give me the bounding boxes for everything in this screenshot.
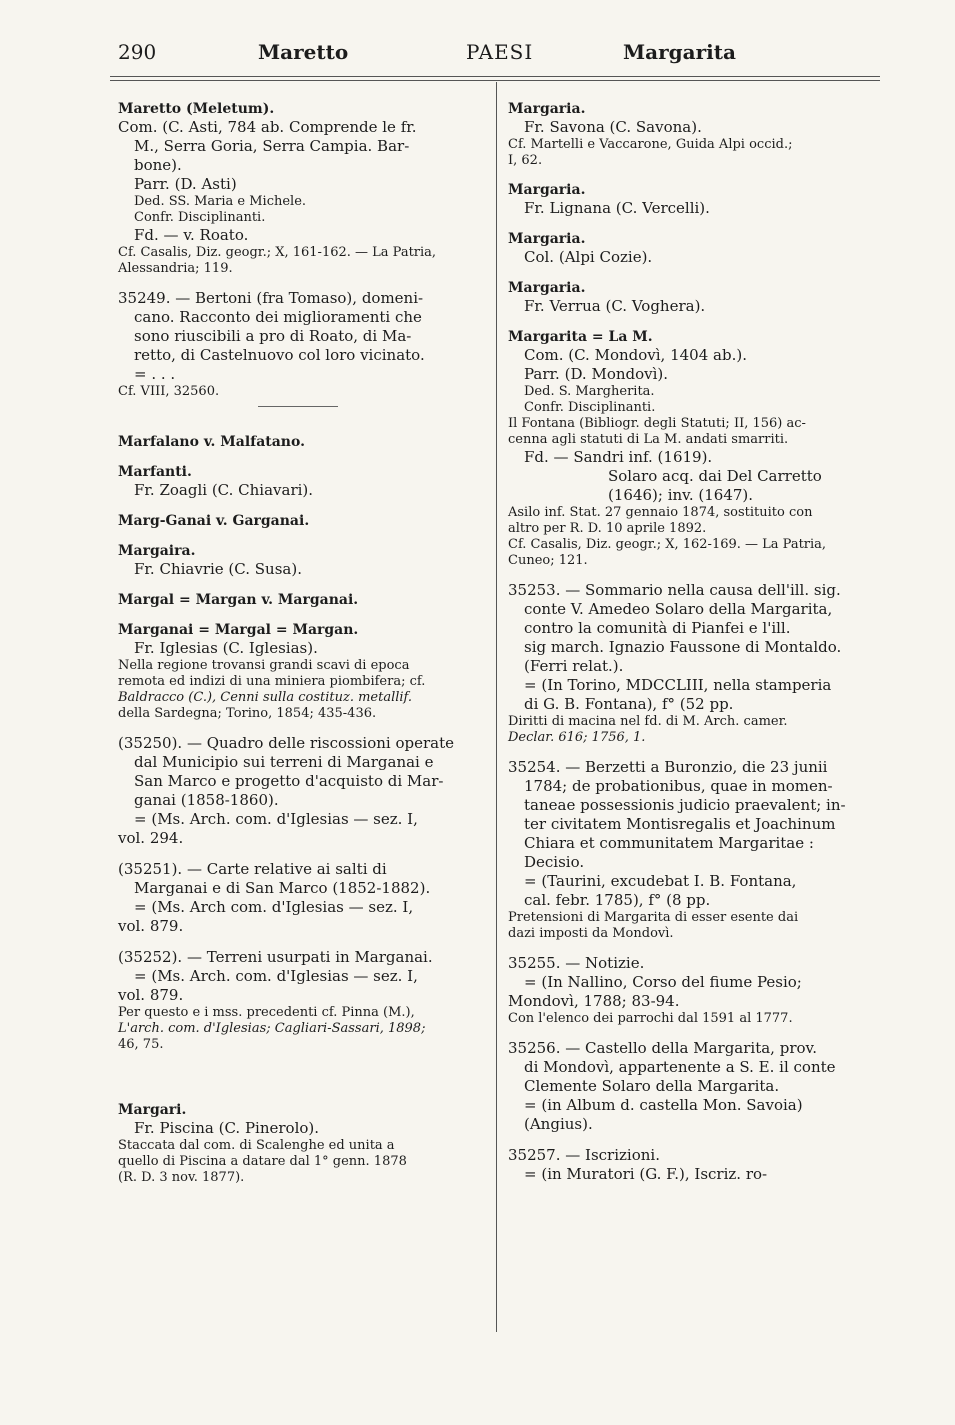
bib-entry: 35256. — Castello della Margarita, prov. [508,1039,817,1057]
entry-note: Staccata dal com. di Scalenghe ed unita a [118,1138,395,1153]
header-right-title: Margarita [623,40,736,64]
entry-heading: Margaria. [508,280,586,296]
bib-entry-line: = (in Muratori (G. F.), Iscriz. ro- [524,1165,768,1183]
running-header [118,40,880,74]
entry-note: 46, 75. [118,1037,164,1052]
entry-heading: Margaria. [508,182,586,198]
entry-line: M., Serra Goria, Serra Campia. Bar- [134,137,410,155]
bib-entry: 35253. — Sommario nella causa dell'ill. sig. [508,581,841,599]
bib-entry-line: ter civitatem Montisregalis et Joachinum [524,815,836,833]
bib-entry: (35252). — Terreni usurpati in Marganai. [118,948,433,966]
bib-entry-line: di G. B. Fontana), f° (52 pp. [524,695,734,713]
entry-line: Parr. (D. Mondovì). [524,365,669,383]
entry-line: Fr. Savona (C. Savona). [524,118,702,136]
bib-entry-line: = (Ms. Arch com. d'Iglesias — sez. I, [134,898,414,916]
entry-heading: Margaira. [118,543,196,559]
entry-note: quello di Piscina a datare dal 1° genn. 1878 [118,1154,407,1169]
entry-line: Col. (Alpi Cozie). [524,248,653,266]
entry-heading: Marfalano v. Malfatano. [118,434,305,450]
bib-entry: (35250). — Quadro delle riscossioni operate [118,734,454,752]
page-number: 290 [118,40,157,64]
entry-note: dazi imposti da Mondovì. [508,926,674,941]
bib-entry-line: = (In Torino, MDCCLIII, nella stamperia [524,676,832,694]
entry-heading: Margarita = La M. [508,329,653,345]
entry-note: Cf. Martelli e Vaccarone, Guida Alpi occid.; [508,137,793,152]
entry-note: Cuneo; 121. [508,553,588,568]
entry-heading: Margaria. [508,231,586,247]
bib-entry-line: vol. 879. [118,917,184,935]
header-center-title: PAESI [466,40,534,64]
entry-note: Per questo e i mss. precedenti cf. Pinna (M.), [118,1005,415,1020]
entry-line: bone). [134,156,182,174]
bib-entry: 35254. — Berzetti a Buronzio, die 23 junii [508,758,828,776]
entry-note: Baldracco (C.), Cenni sulla costituz. metallif. [118,690,413,705]
bib-entry: (35251). — Carte relative ai salti di [118,860,387,878]
bib-entry-line: Decisio. [524,853,585,871]
bib-entry-line: cano. Racconto dei miglioramenti che [134,308,422,326]
entry-heading: Margaria. [508,101,586,117]
bib-entry-line: ganai (1858-1860). [134,791,279,809]
bib-entry-line: sono riuscibili a pro di Roato, di Ma- [134,327,412,345]
entry-heading: Margari. [118,1102,187,1118]
entry-line: Ded. SS. Maria e Michele. [134,194,307,209]
bib-entry-line: = (Ms. Arch. com. d'Iglesias — sez. I, [134,810,418,828]
entry-note: Pretensioni di Margarita di esser esente dai [508,910,799,925]
bib-entry-line: (Ferri relat.). [524,657,624,675]
left-column [118,100,488,1186]
entry-line: Ded. S. Margherita. [524,384,655,399]
entry-note: altro per R. D. 10 aprile 1892. [508,521,707,536]
entry-note: Il Fontana (Bibliogr. degli Statuti; II, 156) ac- [508,416,806,431]
bib-entry-line: Mondovì, 1788; 83-94. [508,992,680,1010]
bib-entry-line: San Marco e progetto d'acquisto di Mar- [134,772,444,790]
entry-line: Parr. (D. Asti) [134,175,237,193]
entry-line: Fd. — Sandri inf. (1619). [524,448,713,466]
entry-heading: Marganai = Margal = Margan. [118,622,359,638]
bib-entry-line: = (In Nallino, Corso del fiume Pesio; [524,973,802,991]
entry-note: Cf. Casalis, Diz. geogr.; X, 162-169. — La Patria, [508,537,827,552]
bib-entry-line: contro la comunità di Pianfei e l'ill. [524,619,791,637]
entry-heading: Marg-Ganai v. Garganai. [118,513,310,529]
bib-entry-line: di Mondovì, appartenente a S. E. il conte [524,1058,836,1076]
entry-line: Confr. Disciplinanti. [524,400,656,415]
entry-note: Diritti di macina nel fd. di M. Arch. camer. [508,714,788,729]
bib-entry-line: (Angius). [524,1115,593,1133]
entry-note: della Sardegna; Torino, 1854; 435-436. [118,706,377,721]
separator [258,406,338,407]
bib-entry-line: = . . . [134,365,176,383]
entry-line: Com. (C. Asti, 784 ab. Comprende le fr. [118,118,417,136]
entry-note: Nella regione trovansi grandi scavi di epoca [118,658,410,673]
bib-entry-line: conte V. Amedeo Solaro della Margarita, [524,600,833,618]
bib-entry: 35255. — Notizie. [508,954,645,972]
header-left-title: Maretto [258,40,349,64]
bib-entry-line: taneae possessionis judicio praevalent; in- [524,796,846,814]
entry-line: Fr. Iglesias (C. Iglesias). [134,639,318,657]
bib-entry-line: Clemente Solaro della Margarita. [524,1077,780,1095]
entry-note: remota ed indizi di una miniera piombifera; cf. [118,674,426,689]
entry-line: Fr. Verrua (C. Voghera). [524,297,706,315]
entry-note: (R. D. 3 nov. 1877). [118,1170,245,1185]
entry-heading: Marfanti. [118,464,192,480]
entry-line: Fd. — v. Roato. [134,226,249,244]
right-column [508,100,880,1184]
bib-entry-line: retto, di Castelnuovo col loro vicinato. [134,346,425,364]
bib-entry: 35257. — Iscrizioni. [508,1146,660,1164]
entry-note: Cf. VIII, 32560. [118,384,220,399]
bib-entry-line: = (in Album d. castella Mon. Savoia) [524,1096,803,1114]
column-divider [496,82,497,1332]
bib-entry-line: Marganai e di San Marco (1852-1882). [134,879,431,897]
entry-line: Fr. Piscina (C. Pinerolo). [134,1119,320,1137]
entry-line: Solaro acq. dai Del Carretto [608,467,822,485]
entry-line: (1646); inv. (1647). [608,486,754,504]
entry-note: L'arch. com. d'Iglesias; Cagliari-Sassari, 1898; [118,1021,426,1036]
entry-heading: Maretto (Meletum). [118,101,275,117]
entry-note: I, 62. [508,153,543,168]
entry-note: cenna agli statuti di La M. andati smarriti. [508,432,789,447]
entry-note: Con l'elenco dei parrochi dal 1591 al 1777. [508,1011,793,1026]
bib-entry-line: = (Taurini, excudebat I. B. Fontana, [524,872,797,890]
bib-entry-line: = (Ms. Arch. com. d'Iglesias — sez. I, [134,967,418,985]
entry-line: Fr. Zoagli (C. Chiavari). [134,481,314,499]
bib-entry-line: dal Municipio sui terreni di Marganai e [134,753,434,771]
header-rule [110,76,880,77]
entry-note: Alessandria; 119. [118,261,233,276]
entry-line: Com. (C. Mondovì, 1404 ab.). [524,346,747,364]
entry-line: Confr. Disciplinanti. [134,210,266,225]
entry-note: Cf. Casalis, Diz. geogr.; X, 161-162. — La Patria, [118,245,437,260]
bib-entry-line: 1784; de probationibus, quae in momen- [524,777,833,795]
entry-heading: Margal = Margan v. Marganai. [118,592,359,608]
entry-line: Fr. Chiavrie (C. Susa). [134,560,302,578]
header-rule-double [110,80,880,81]
bib-entry-line: vol. 879. [118,986,184,1004]
entry-note: Asilo inf. Stat. 27 gennaio 1874, sostituito con [508,505,813,520]
entry-note: Declar. 616; 1756, 1. [508,730,646,745]
bib-entry-line: cal. febr. 1785), f° (8 pp. [524,891,711,909]
bib-entry-line: sig march. Ignazio Faussone di Montaldo. [524,638,842,656]
bib-entry-line: vol. 294. [118,829,184,847]
entry-line: Fr. Lignana (C. Vercelli). [524,199,710,217]
bib-entry-line: Chiara et communitatem Margaritae : [524,834,814,852]
bib-entry: 35249. — Bertoni (fra Tomaso), domeni- [118,289,424,307]
